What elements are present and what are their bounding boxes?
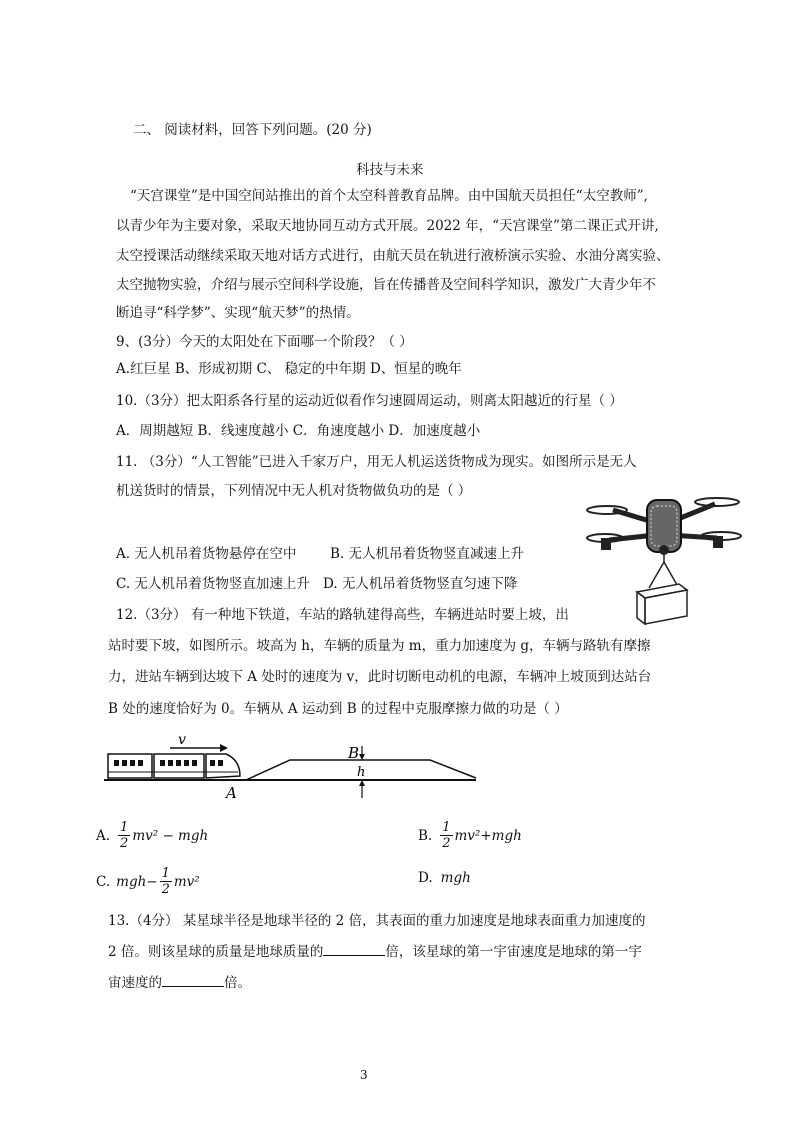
q12-option-d: D. mgh: [418, 870, 471, 886]
passage-line-1: “天宫课堂”是中国空间站推出的首个太空科普教育品牌。由中国航天员担任“太空教师”,: [130, 188, 648, 204]
q12-option-c: C. mgh− $\frac{1}{2}$ mv²: [96, 866, 200, 897]
section-heading: 二、 阅读材料，回答下列问题。(20 分): [133, 122, 372, 138]
passage-line-5: 断追寻“科学梦”、实现“航天梦”的热情。: [116, 305, 360, 321]
drone-figure: [583, 480, 743, 626]
q12-option-b: B. $\frac{1}{2}$ mv²+mgh: [418, 820, 522, 851]
passage-line-4: 太空抛物实验，介绍与展示空间科学设施，旨在传播普及空间科学知识，激发广大青少年不: [116, 277, 656, 293]
fraction-half: $\frac{1}{2}$: [442, 820, 451, 851]
q12-option-a: A. $\frac{1}{2}$ mv² − mgh: [96, 820, 209, 851]
q12-line-2: 站时要下坡，如图所示。坡高为 h，车辆的质量为 m，重力加速度为 g，车辆与路轨有摩擦: [108, 638, 651, 654]
fig-label-a: A: [226, 784, 237, 800]
fraction-half: $\frac{1}{2}$: [120, 820, 129, 851]
passage-line-3: 太空授课活动继续采取天地对话方式进行，由航天员在轨进行液桥演示实验、水油分离实验、: [116, 248, 670, 264]
q12-line-1: 12.（3分） 有一种地下铁道，车站的路轨建得高些，车辆进站时要上坡，出: [116, 607, 569, 623]
q11-option-a: A. 无人机吊着货物悬停在空中: [116, 546, 297, 562]
q13-line-3: 宙速度的 倍。: [108, 972, 251, 993]
q9-options: A.红巨星 B、形成初期 C、 稳定的中年期 D、恒星的晚年: [116, 361, 462, 377]
q11-option-c: C. 无人机吊着货物竖直加速上升: [116, 576, 310, 592]
q11-line-1: 11. （3分）“人工智能”已进入千家万户，用无人机运送货物成为现实。如图所示是无人: [116, 454, 637, 470]
q13-line-2: 2 倍。则该星球的质量是地球质量的 倍，该星球的第一宇宙速度是地球的第一宇: [108, 941, 642, 962]
answer-blank-1[interactable]: [323, 941, 385, 956]
q11-line-2: 机送货时的情景，下列情况中无人机对货物做负功的是（ ）: [116, 483, 472, 499]
q12-line-4: B 处的速度恰好为 0。车辆从 A 运动到 B 的过程中克服摩擦力做的功是（ ）: [108, 701, 568, 717]
q11-option-b: B. 无人机吊着货物竖直减速上升: [330, 546, 525, 562]
q10-stem: 10.（3分）把太阳系各行星的运动近似看作匀速圆周运动，则离太阳越近的行星（ ）: [116, 393, 623, 409]
q11-option-d: D. 无人机吊着货物竖直匀速下降: [323, 576, 518, 592]
train-slope-figure: [100, 728, 480, 800]
fig-label-b: B: [348, 744, 360, 762]
q13-line-1: 13.（4分） 某星球半径是地球半径的 2 倍，其表面的重力加速度是地球表面重力加速度的: [108, 913, 646, 929]
fig-label-v: v: [178, 732, 186, 748]
passage-title: 科技与未来: [356, 162, 424, 178]
fraction-half: $\frac{1}{2}$: [161, 866, 170, 897]
page-number: 3: [360, 1068, 368, 1082]
passage-line-2: 以青少年为主要对象，采取天地协同互动方式开展。2022 年，“天宫课堂”第二课正式开讲,: [116, 218, 659, 234]
q9-stem: 9、(3分）今天的太阳处在下面哪一个阶段？（ ）: [116, 334, 413, 350]
q10-options: A．周期越短 B．线速度越小 C．角速度越小 D．加速度越小: [116, 423, 481, 439]
q12-line-3: 力，进站车辆到达坡下 A 处时的速度为 v，此时切断电动机的电源，车辆冲上坡顶到达站台: [108, 669, 652, 685]
fig-label-h: h: [357, 765, 366, 780]
answer-blank-2[interactable]: [162, 972, 224, 987]
